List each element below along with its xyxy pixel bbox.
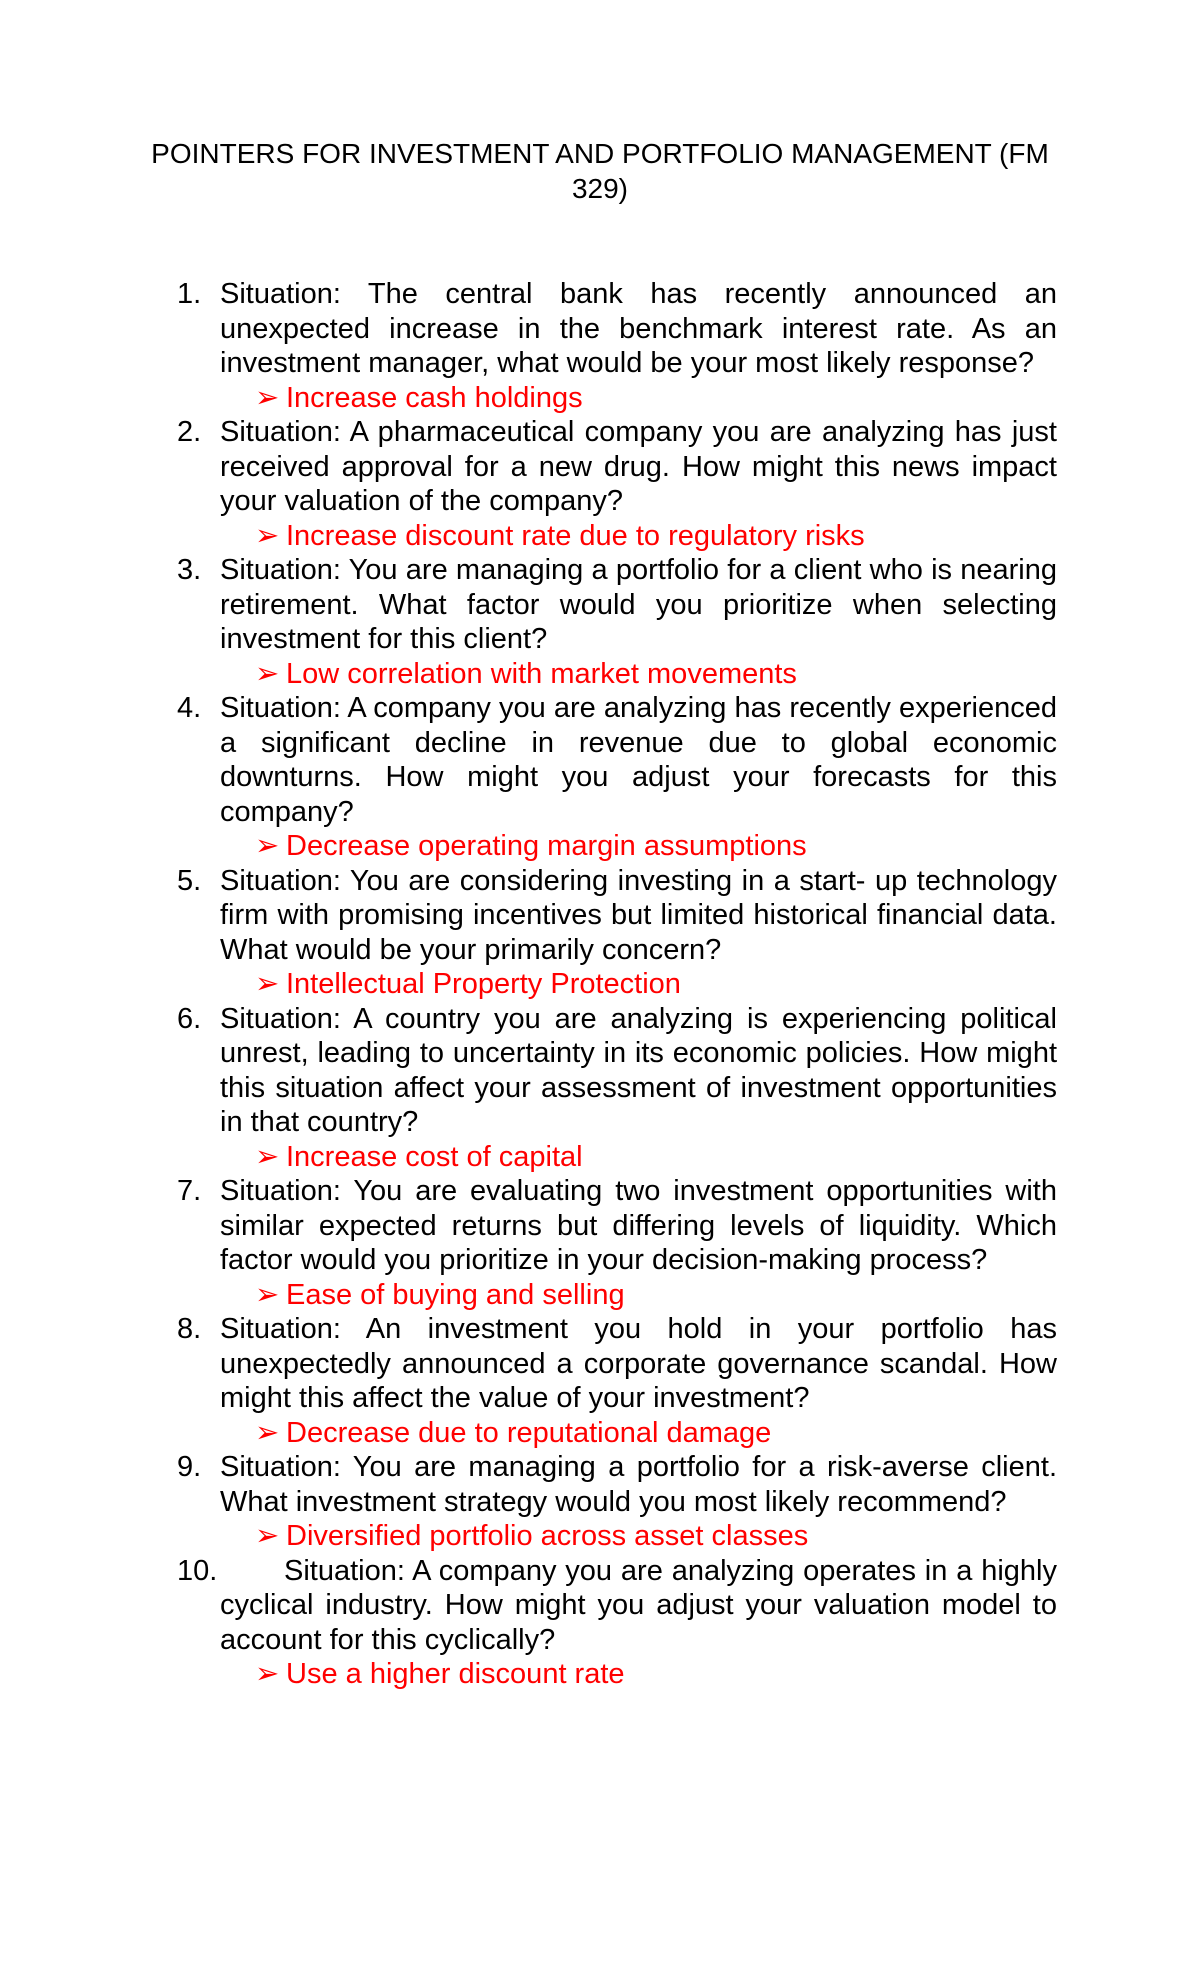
answer-text: Increase cash holdings — [286, 381, 583, 414]
question-text: Situation: A company you are analyzing operates in a highly cyclical industry. How might you adjust your valuation model to account for this cyclically? — [220, 1554, 1057, 1656]
document-title: POINTERS FOR INVESTMENT AND PORTFOLIO MANAGEMENT (FM 329) — [151, 138, 1049, 204]
question-text: Situation: You are managing a portfolio for a risk-averse client. What investment strategy would you most likely recommend? — [220, 1451, 1057, 1518]
item-number: 4. — [177, 692, 202, 724]
answer-line — [143, 1416, 1057, 1451]
qa-item — [143, 415, 1057, 553]
qa-item — [143, 553, 1057, 691]
arrow-bullet-icon: ➢ — [255, 1278, 280, 1311]
answer-line — [143, 829, 1057, 864]
question-text: Situation: You are evaluating two investment opportunities with similar expected returns but differing levels of liquidity. Which factor would you prioritize in your decision-making process? — [220, 1175, 1057, 1276]
arrow-bullet-icon: ➢ — [255, 1140, 280, 1173]
qa-item — [143, 1554, 1057, 1692]
arrow-bullet-icon: ➢ — [255, 657, 280, 690]
question-text: Situation: A pharmaceutical company you are analyzing has just received approval for a new drug. How might this news impact your valuation of the company? — [220, 416, 1057, 517]
question-text: Situation: You are managing a portfolio for a client who is nearing retirement. What factor would you prioritize when selecting investment for this client? — [220, 554, 1057, 655]
item-number: 6. — [177, 1002, 202, 1035]
arrow-bullet-icon: ➢ — [255, 1520, 280, 1552]
question-text: Situation: You are considering investing in a start- up technology firm with promising incentives but limited historical financial data. What would be your primarily concern? — [220, 864, 1057, 966]
arrow-bullet-icon: ➢ — [255, 381, 280, 414]
item-number: 9. — [177, 1451, 202, 1483]
item-number: 10. — [177, 1554, 218, 1587]
answer-line — [143, 519, 1057, 554]
answer-text: Low correlation with market movements — [286, 657, 797, 690]
question-text: Situation: An investment you hold in your portfolio has unexpectedly announced a corporate governance scandal. How might this affect the value of your investment? — [220, 1313, 1057, 1414]
qa-item — [143, 1450, 1057, 1554]
arrow-bullet-icon: ➢ — [255, 1416, 280, 1449]
qa-item — [143, 691, 1057, 864]
question-text: Situation: A company you are analyzing has recently experienced a significant decline in revenue due to global economic downturns. How might you adjust your forecasts for this company? — [220, 692, 1057, 828]
item-number: 5. — [177, 864, 202, 897]
answer-text: Intellectual Property Protection — [286, 968, 681, 1000]
answer-text: Increase discount rate due to regulatory risks — [286, 519, 865, 552]
question-text: Situation: The central bank has recently announced an unexpected increase in the benchmark interest rate. As an investment manager, what would be your most likely response? — [220, 278, 1057, 379]
answer-line — [143, 1519, 1057, 1554]
answer-line — [143, 381, 1057, 416]
qa-item — [143, 864, 1057, 1002]
question-text: Situation: A country you are analyzing is experiencing political unrest, leading to uncertainty in its economic policies. How might this situation affect your assessment of investment opportunities in that country? — [220, 1002, 1057, 1138]
qa-item — [143, 277, 1057, 415]
qa-item — [143, 1174, 1057, 1312]
answer-line — [143, 657, 1057, 692]
item-number: 2. — [177, 416, 202, 448]
answer-line — [143, 1278, 1057, 1313]
answer-line — [143, 1657, 1057, 1692]
item-number: 3. — [177, 554, 202, 586]
item-number: 8. — [177, 1313, 202, 1345]
answer-text: Use a higher discount rate — [286, 1658, 625, 1690]
answer-line — [143, 1140, 1057, 1175]
arrow-bullet-icon: ➢ — [255, 1658, 280, 1690]
arrow-bullet-icon: ➢ — [255, 830, 280, 862]
qa-list — [143, 277, 1057, 1692]
answer-line — [143, 967, 1057, 1002]
answer-text: Ease of buying and selling — [286, 1278, 625, 1311]
item-number: 1. — [177, 278, 202, 310]
item-number: 7. — [177, 1175, 202, 1207]
answer-text: Increase cost of capital — [286, 1140, 583, 1173]
answer-text: Diversified portfolio across asset classes — [286, 1520, 809, 1552]
answer-text: Decrease due to reputational damage — [286, 1416, 772, 1449]
answer-text: Decrease operating margin assumptions — [286, 830, 807, 862]
arrow-bullet-icon: ➢ — [255, 519, 280, 552]
qa-item — [143, 1312, 1057, 1450]
arrow-bullet-icon: ➢ — [255, 968, 280, 1000]
qa-item — [143, 1002, 1057, 1175]
